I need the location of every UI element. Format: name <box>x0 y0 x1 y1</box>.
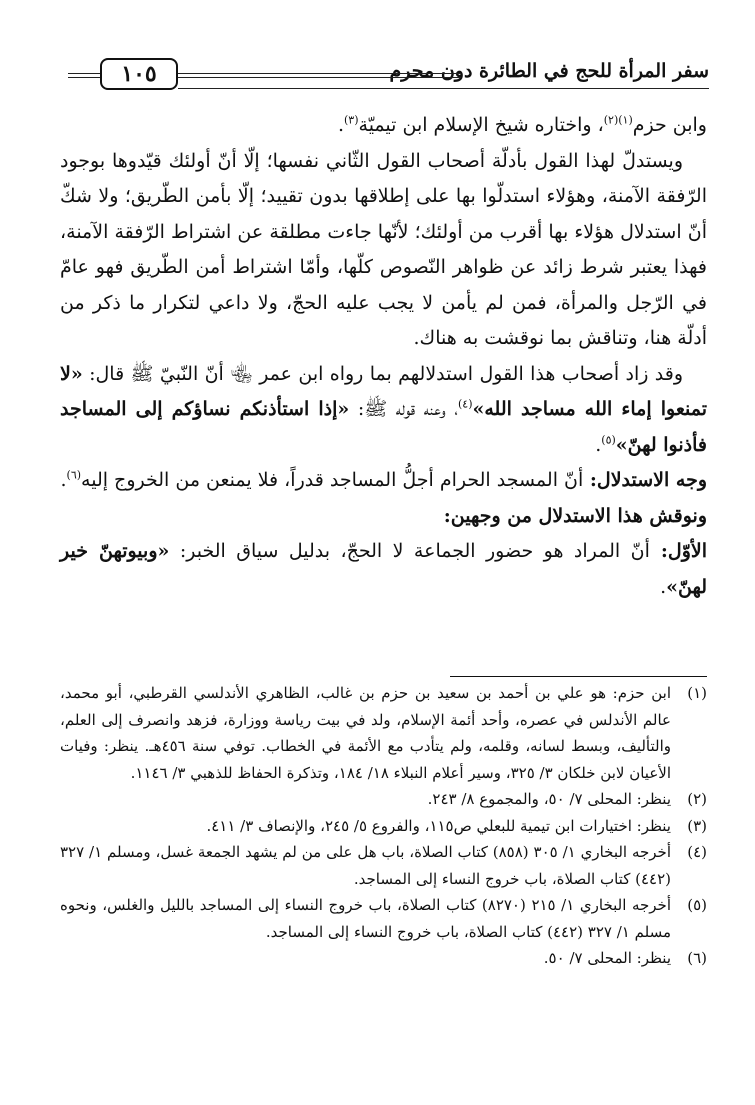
hadith-quote: «إذا استأذنكم نساؤكم إلى المساجد فأذنوا لهنّ» <box>60 398 707 456</box>
footnote-ref: (٤) <box>457 397 473 411</box>
paragraph-4: وجه الاستدلال: أنّ المسجد الحرام أجلُّ المساجد قدراً، فلا يمنعن من الخروج إليه$^{(٦)}$. <box>60 468 707 491</box>
paragraph-3: وقد زاد أصحاب هذا القول استدلالهم بما رواه ابن عمر ﵄ أنّ النّبيّ ﷺ قال: «لا تمنعوا إماء الله مساجد الله»$^{(٤)}$، وعنه قوله ﷺ: «إذا استأذنكم نساؤكم إلى المساجد فأذنوا لهنّ»$^{(٥)}$. <box>60 362 707 456</box>
footnotes <box>60 680 707 972</box>
hadith-quote: «لا تمنعوا إماء الله مساجد الله» <box>60 362 707 420</box>
header-underline <box>178 88 709 89</box>
footnote: (٦) ينظر: المحلى ٧/ ٥٠. <box>543 949 707 967</box>
header-rule-left <box>68 73 100 78</box>
footnote-ref: (١)(٢) <box>603 113 633 127</box>
footnote: (١) ابن حزم: هو علي بن أحمد بن سعيد بن حزم بن غالب، الظاهري الأندلسي القرطبي، أبو محمد، عالم الأندلس في عصره، وأحد أئمة الإسلام، ولد في بيت رياسة ووزارة، فزهد وانصرف إلى العلم، والتأليف، وبسط لسانه، وقلمه، ولم يتأدب مع الأئمة في الخطاب. توفي سنة ٤٥٦هـ. ينظر: وفيات الأعيان لابن خلكان ٣/ ٣٢٥، وسير أعلام النبلاء ١٨/ ١٨٤، وتذكرة الحفاظ للذهبي ٣/ ١١٤٦. <box>60 684 707 782</box>
footnote-ref: (٦) <box>66 468 82 482</box>
paragraph-2: ويستدلّ لهذا القول بأدلّة أصحاب القول الثّاني نفسها؛ إلّا أنّ أولئك قيّدوها بوجود الرّفقة الآمنة، وهؤلاء استدلّوا بها على إطلاقها بدون تقييد؛ إلّا بأمن الطّريق؛ ولا شكّ أنّ استدلال هؤلاء بها أقرب من أولئك؛ لأنّها جاءت مطلقة عن اشتراط الرّفقة الآمنة، فهذا يعتبر شرط زائد عن ظواهر النّصوص كلّها، وأمّا اشتراط أمن الطّريق فهو عامّ في الرّجل والمرأة، فمن لم يأمن لا يجب عليه الحجّ، ولا داعي لتكرار ما ذكر من أدلّة هنا، وتناقش بما نوقشت به هناك. <box>60 149 707 349</box>
footnote-ref: (٣) <box>344 113 359 127</box>
running-header <box>68 58 709 94</box>
footnote: (٢) ينظر: المحلى ٧/ ٥٠، والمجموع ٨/ ٢٤٣. <box>427 790 707 808</box>
header-title: سفر المرأة للحج في الطائرة دون محرم <box>389 60 709 82</box>
footnote: (٤) أخرجه البخاري ١/ ٣٠٥ (٨٥٨) كتاب الصلاة، باب هل على من لم يشهد الجمعة غسل، ومسلم ١/ ٣٢٧ (٤٤٢) كتاب الصلاة، باب خروج النساء إلى المساجد. <box>60 843 707 888</box>
paragraph-6: الأوّل: أنّ المراد هو حضور الجماعة لا الحجّ، بدليل سياق الخبر: «وبيوتهنّ خير لهنّ». <box>60 540 708 598</box>
footnote-ref: (٥) <box>601 433 616 447</box>
footnote-separator <box>450 676 707 677</box>
footnote: (٥) أخرجه البخاري ١/ ٢١٥ (٨٢٧٠) كتاب الصلاة، باب خروج النساء إلى المساجد بالليل والغلس، ونحوه مسلم ١/ ٣٢٧ (٤٤٢) كتاب الصلاة، باب خروج النساء إلى المساجد. <box>60 896 707 941</box>
page-number: ١٠٥ <box>100 58 178 90</box>
header-rule <box>178 73 461 78</box>
section-label: الأوّل: <box>649 540 708 562</box>
hadith-quote: «وبيوتهنّ خير لهنّ» <box>60 540 707 598</box>
section-label: وجه الاستدلال: <box>583 469 707 491</box>
paragraph-1: وابن حزم$^{(١)(٢)}$، واختاره شيخ الإسلام ابن تيميّة$^{(٣)}$. <box>337 113 707 136</box>
paragraph-5: ونوقش هذا الاستدلال من وجهين: <box>443 504 707 527</box>
footnote: (٣) ينظر: اختيارات ابن تيمية للبعلي ص١١٥، والفروع ٥/ ٢٤٥، والإنصاف ٣/ ٤١١. <box>206 816 707 835</box>
main-text <box>60 108 707 605</box>
